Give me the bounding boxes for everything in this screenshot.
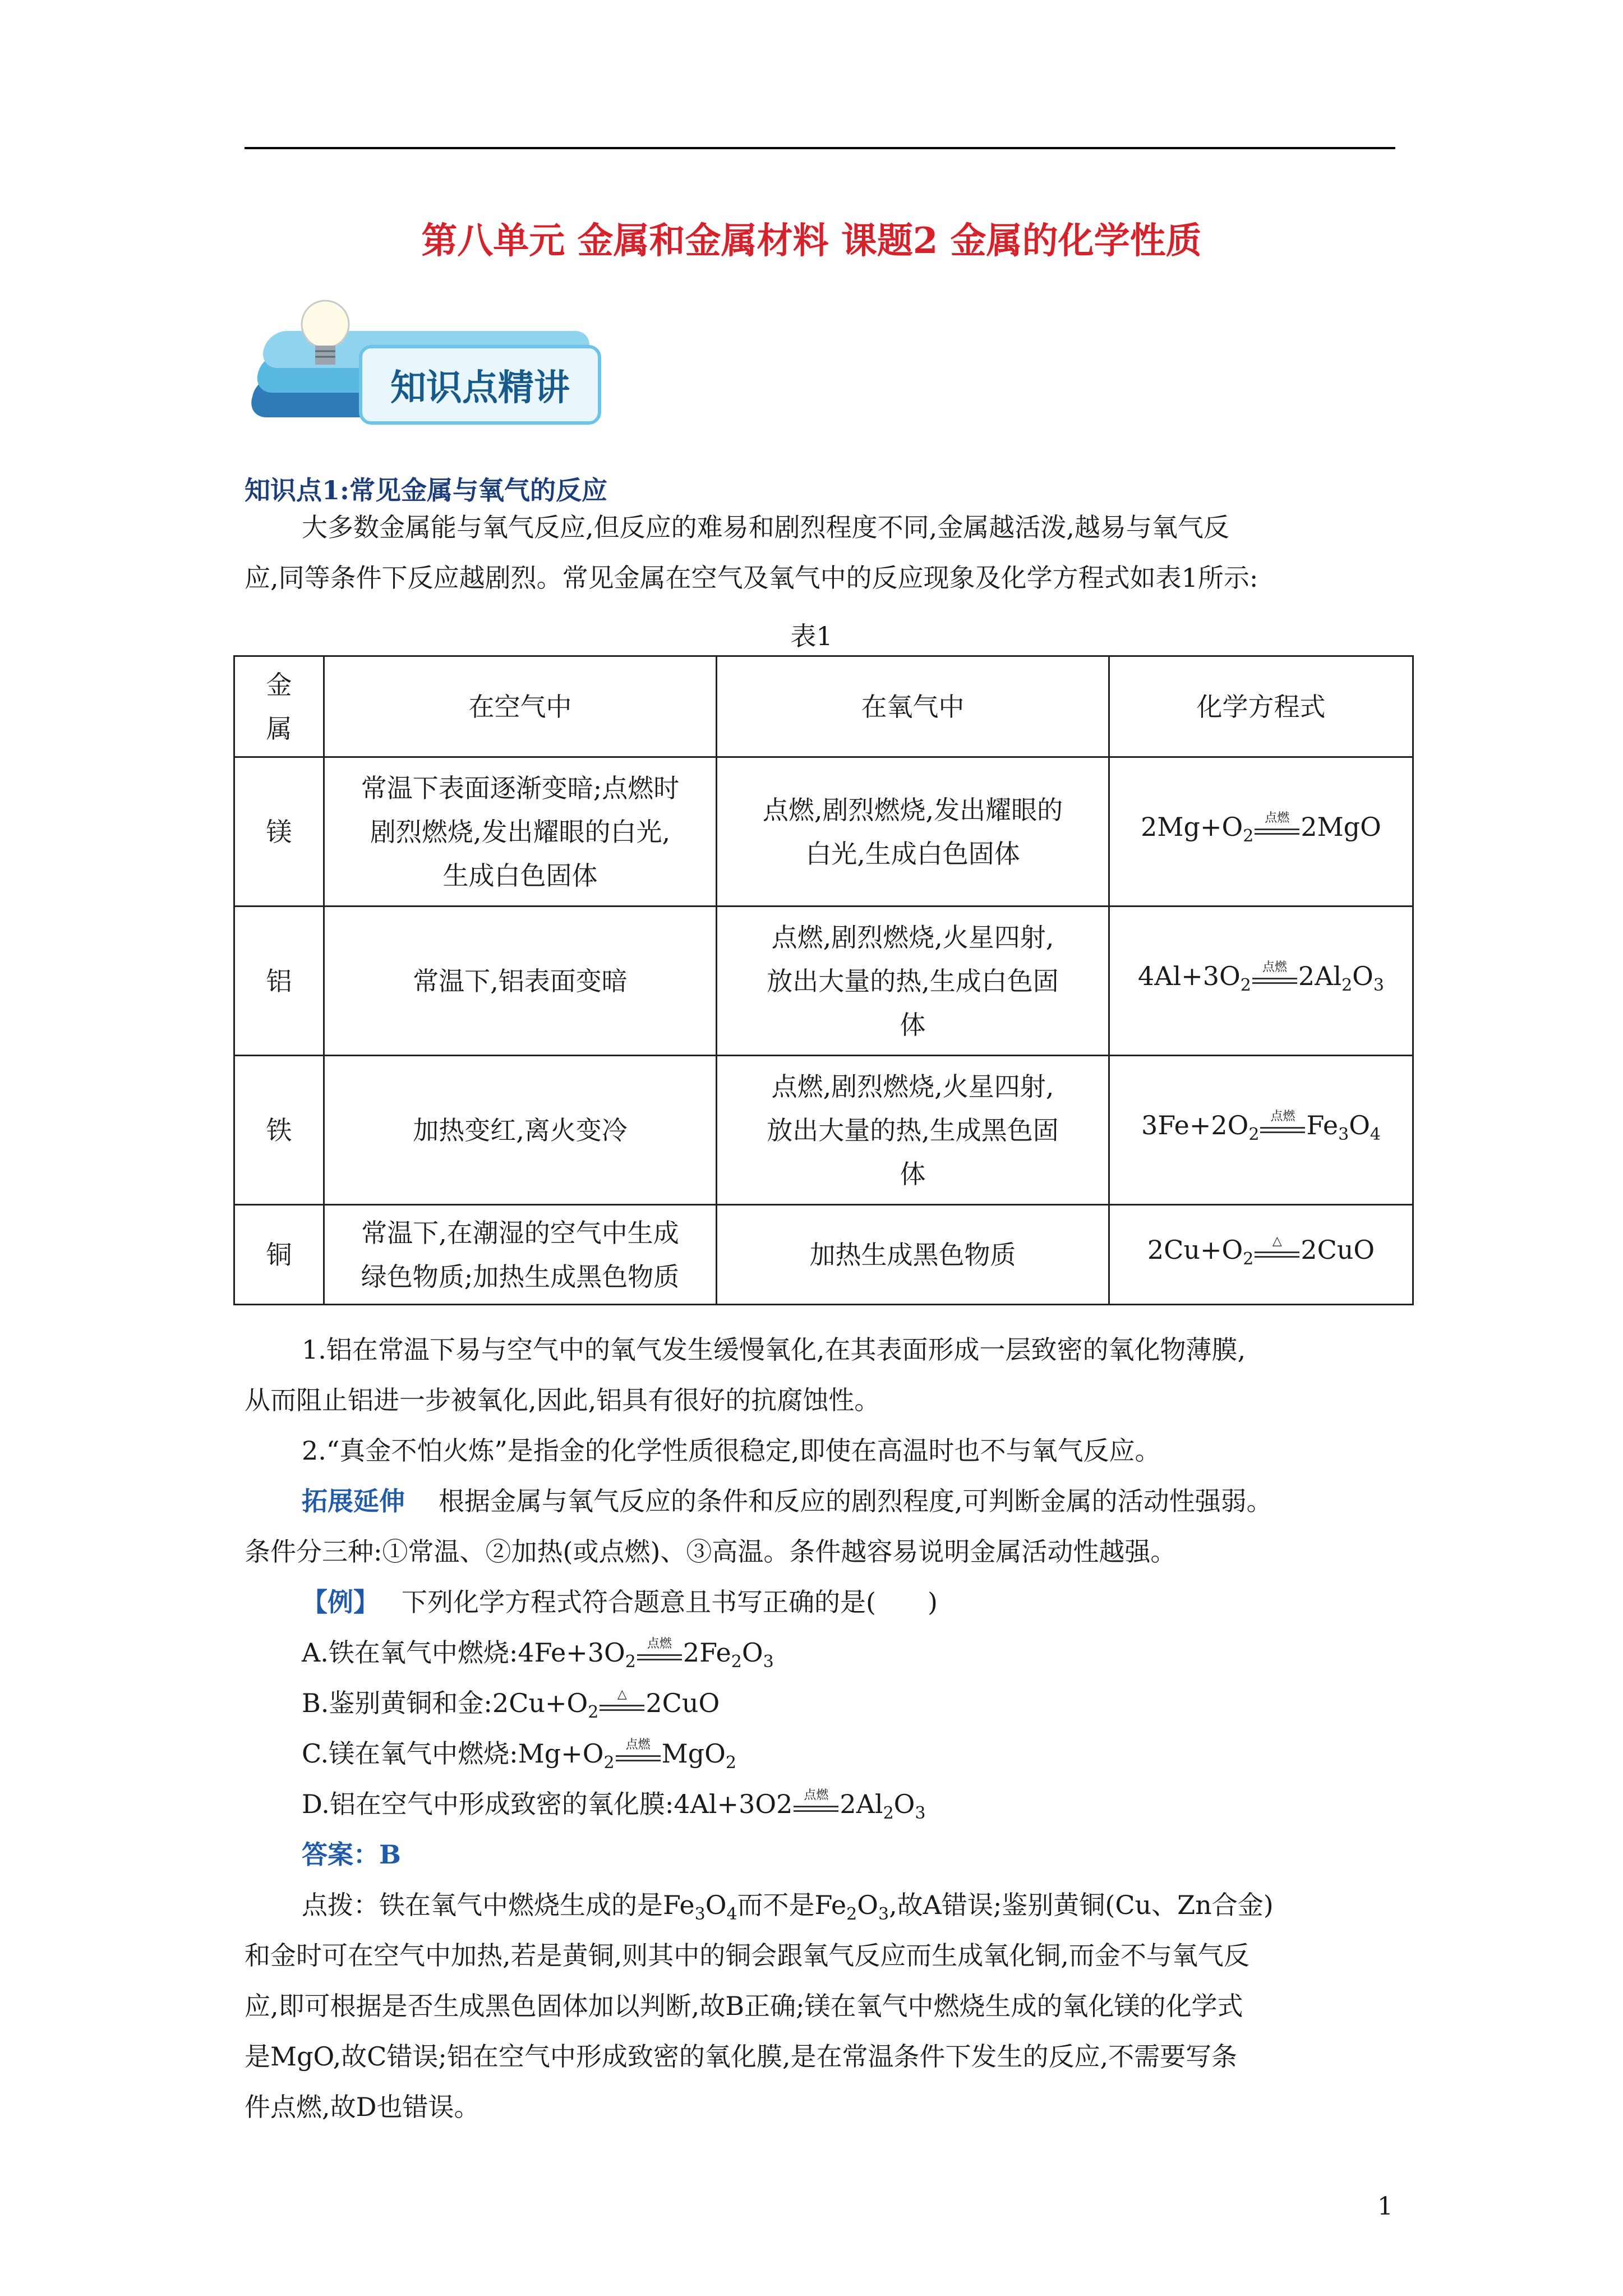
option-text: C.镁在氧气中燃烧:Mg+O bbox=[302, 1738, 604, 1769]
condition-label: 点燃 bbox=[1265, 811, 1290, 825]
cell-metal: 铝 bbox=[234, 907, 324, 1056]
header-metal: 金 属 bbox=[234, 656, 324, 757]
cell-line: 绿色物质;加热生成黑色物质 bbox=[361, 1261, 680, 1292]
explanation-line-1: 点拨：铁在氧气中燃烧生成的是$Fe_3O_4$而不是$Fe_2O_3$,故A错误;鉴别黄铜(Cu、Zn合金) bbox=[302, 1890, 1274, 1924]
header-equation: 化学方程式 bbox=[1109, 656, 1413, 757]
intro-line-2: 应,同等条件下反应越剧烈。常见金属在空气及氧气中的反应现象及化学方程式如表1所示: bbox=[245, 563, 1258, 593]
explanation-line-3: 应,即可根据是否生成黑色固体加以判断,故B正确;镁在氧气中燃烧生成的氧化镁的化学式 bbox=[245, 1991, 1243, 2021]
cell-in-oxygen bbox=[717, 1056, 1109, 1205]
reaction-condition bbox=[637, 1637, 682, 1669]
eq-subscript: 2 bbox=[625, 1652, 636, 1672]
cell-line: 点燃,剧烈燃烧,火星四射, bbox=[771, 922, 1054, 953]
equals-bar-top bbox=[1255, 829, 1299, 830]
reaction-condition bbox=[616, 1738, 661, 1770]
eq-left: 2Mg+O bbox=[1141, 812, 1243, 842]
eq-left: 4Al+3O bbox=[1138, 961, 1241, 991]
eq-right: Fe bbox=[1306, 1110, 1339, 1140]
equals-bar-top bbox=[1260, 1127, 1305, 1129]
section-badge bbox=[252, 292, 634, 449]
cell-line: 放出大量的热,生成白色固 bbox=[767, 965, 1059, 996]
page-title: 第八单元 金属和金属材料 课题2 金属的化学性质 bbox=[421, 220, 1202, 262]
eq-left: 3Fe+2O bbox=[1141, 1110, 1249, 1140]
eq-subscript: 2 bbox=[1240, 976, 1251, 995]
reaction-condition bbox=[1255, 1234, 1299, 1266]
table-row bbox=[234, 1205, 1413, 1305]
eq-right: 2Fe bbox=[683, 1637, 731, 1668]
badge-label: 知识点精讲 bbox=[359, 345, 601, 425]
cell-line: 生成白色固体 bbox=[442, 860, 598, 891]
explanation-line-5: 件点燃,故D也错误。 bbox=[245, 2092, 480, 2122]
equals-bar-bottom bbox=[637, 1659, 682, 1660]
header-in-oxygen: 在氧气中 bbox=[717, 656, 1109, 757]
cell-in-air bbox=[324, 757, 717, 907]
cell-in-air bbox=[324, 907, 717, 1056]
table-caption: 表1 bbox=[790, 621, 833, 651]
eq-right-mid: O bbox=[741, 1637, 763, 1668]
extension-label: 拓展延伸 bbox=[302, 1486, 405, 1516]
cell-equation bbox=[1109, 907, 1413, 1056]
eq-subscript: 3 bbox=[1373, 976, 1384, 995]
eq-subscript: 2 bbox=[731, 1652, 742, 1672]
eq-subscript: 2 bbox=[603, 1753, 615, 1773]
reaction-condition bbox=[1260, 1110, 1305, 1142]
eq-subscript: 2 bbox=[883, 1803, 894, 1823]
eq-subscript: 2 bbox=[1341, 976, 1353, 995]
cell-equation bbox=[1109, 1056, 1413, 1205]
note-2: 2.“真金不怕火炼”是指金的化学性质很稳定,即使在高温时也不与氧气反应。 bbox=[302, 1435, 1161, 1466]
eq-subscript: 2 bbox=[725, 1753, 736, 1773]
eq-subscript: 3 bbox=[915, 1803, 926, 1823]
header-in-air: 在空气中 bbox=[324, 656, 717, 757]
option-text: A.铁在氧气中燃烧:4Fe+3O bbox=[302, 1637, 625, 1668]
cell-in-oxygen bbox=[717, 757, 1109, 907]
eq-right: 2MgO bbox=[1301, 812, 1381, 842]
cell-in-air bbox=[324, 1205, 717, 1305]
cell-line: 体 bbox=[900, 1009, 926, 1040]
example-label: 【例】 bbox=[302, 1587, 379, 1617]
cell-line: 常温下表面逐渐变暗;点燃时 bbox=[361, 772, 680, 803]
cell-line: 加热变红,离火变冷 bbox=[413, 1115, 628, 1145]
answer: 答案：B bbox=[302, 1839, 401, 1870]
cell-equation bbox=[1109, 1205, 1413, 1305]
example-question: 【例】 下列化学方程式符合题意且书写正确的是( ) bbox=[302, 1587, 938, 1617]
eq-subscript: 2 bbox=[1243, 826, 1254, 846]
equals-bar-bottom bbox=[600, 1709, 644, 1711]
cell-line: 点燃,剧烈燃烧,发出耀眼的 bbox=[762, 794, 1063, 825]
condition-label: △ bbox=[1272, 1234, 1282, 1248]
knowledge-point-title: 知识点1:常见金属与氧气的反应 bbox=[245, 475, 607, 505]
condition-label: 点燃 bbox=[1262, 960, 1287, 974]
equals-bar-bottom bbox=[1252, 982, 1297, 984]
note-1-line-1: 1.铝在常温下易与空气中的氧气发生缓慢氧化,在其表面形成一层致密的氧化物薄膜, bbox=[302, 1335, 1246, 1365]
equals-bar-bottom bbox=[794, 1810, 838, 1812]
explanation-line-2: 和金时可在空气中加热,若是黄铜,则其中的铜会跟氧气反应而生成氧化铜,而金不与氧气反 bbox=[245, 1940, 1249, 1971]
cell-metal: 铜 bbox=[234, 1205, 324, 1305]
reaction-condition bbox=[600, 1687, 644, 1719]
cell-in-oxygen bbox=[717, 1205, 1109, 1305]
eq-subscript: 2 bbox=[1243, 1249, 1254, 1269]
cell-metal: 镁 bbox=[234, 757, 324, 907]
equals-bar-bottom bbox=[1255, 1256, 1299, 1258]
cell-line: 体 bbox=[900, 1158, 926, 1189]
condition-label: 点燃 bbox=[625, 1738, 651, 1752]
cell-line: 剧烈燃烧,发出耀眼的白光, bbox=[370, 816, 671, 847]
header-rule bbox=[245, 147, 1395, 149]
equals-bar-bottom bbox=[1260, 1131, 1305, 1133]
eq-subscript: 2 bbox=[1248, 1125, 1260, 1144]
cell-in-oxygen bbox=[717, 907, 1109, 1056]
page-number: 1 bbox=[1377, 2192, 1393, 2221]
eq-right: 2CuO bbox=[645, 1688, 720, 1718]
condition-label: 点燃 bbox=[1270, 1110, 1295, 1124]
lightbulb-icon bbox=[297, 292, 353, 376]
explanation-line-4: 是MgO,故C错误;铝在空气中形成致密的氧化膜,是在常温条件下发生的反应,不需要写条 bbox=[245, 2041, 1238, 2072]
equals-bar-top bbox=[1255, 1251, 1299, 1253]
table-header-row bbox=[234, 656, 1413, 757]
cell-line: 点燃,剧烈燃烧,火星四射, bbox=[771, 1071, 1054, 1102]
eq-right: 2Al bbox=[1298, 961, 1342, 991]
eq-right: MgO bbox=[661, 1738, 726, 1769]
table-row bbox=[234, 907, 1413, 1056]
eq-right-mid: O bbox=[893, 1789, 915, 1819]
eq-right-mid: O bbox=[1352, 961, 1373, 991]
intro-line-1: 大多数金属能与氧气反应,但反应的难易和剧烈程度不同,金属越活泼,越易与氧气反 bbox=[302, 512, 1229, 542]
eq-subscript: 3 bbox=[1338, 1125, 1349, 1144]
note-1-line-2: 从而阻止铝进一步被氧化,因此,铝具有很好的抗腐蚀性。 bbox=[245, 1385, 880, 1415]
condition-label: △ bbox=[617, 1687, 627, 1701]
eq-right: 2CuO bbox=[1301, 1235, 1375, 1265]
equals-bar-bottom bbox=[1255, 833, 1299, 835]
extension-line-2: 条件分三种:①常温、②加热(或点燃)、③高温。条件越容易说明金属活动性越强。 bbox=[245, 1536, 1177, 1567]
equals-bar-bottom bbox=[616, 1760, 661, 1761]
table-row bbox=[234, 757, 1413, 907]
extension-line-1: 拓展延伸 根据金属与氧气反应的条件和反应的剧烈程度,可判断金属的活动性强弱。 bbox=[302, 1486, 1272, 1516]
metal-oxygen-table bbox=[233, 655, 1414, 1305]
eq-right: 2Al bbox=[840, 1789, 883, 1819]
cell-line: 放出大量的热,生成黑色固 bbox=[767, 1115, 1059, 1145]
equals-bar-top bbox=[794, 1806, 838, 1807]
reaction-condition bbox=[1252, 960, 1297, 992]
reaction-condition bbox=[794, 1788, 838, 1820]
option-text: D.铝在空气中形成致密的氧化膜:4Al+3O2 bbox=[302, 1789, 793, 1819]
eq-subscript: 3 bbox=[763, 1652, 774, 1672]
cell-equation bbox=[1109, 757, 1413, 907]
eq-right-mid: O bbox=[1349, 1110, 1370, 1140]
condition-label: 点燃 bbox=[647, 1637, 672, 1651]
condition-label: 点燃 bbox=[804, 1788, 829, 1802]
eq-left: 2Cu+O bbox=[1147, 1235, 1243, 1265]
cell-line: 加热生成黑色物质 bbox=[809, 1239, 1016, 1270]
cell-line: 常温下,在潮湿的空气中生成 bbox=[361, 1217, 679, 1248]
equals-bar-top bbox=[600, 1705, 644, 1706]
equals-bar-top bbox=[637, 1654, 682, 1656]
table-row bbox=[234, 1056, 1413, 1205]
cell-in-air bbox=[324, 1056, 717, 1205]
cell-metal: 铁 bbox=[234, 1056, 324, 1205]
eq-subscript: 2 bbox=[588, 1703, 599, 1722]
eq-subscript: 4 bbox=[1370, 1125, 1381, 1144]
equals-bar-top bbox=[616, 1755, 661, 1757]
cell-line: 常温下,铝表面变暗 bbox=[413, 965, 628, 996]
reaction-condition bbox=[1255, 811, 1299, 843]
cell-line: 白光,生成白色固体 bbox=[805, 838, 1020, 869]
option-text: B.鉴别黄铜和金:2Cu+O bbox=[302, 1688, 588, 1718]
equals-bar-top bbox=[1252, 978, 1297, 979]
